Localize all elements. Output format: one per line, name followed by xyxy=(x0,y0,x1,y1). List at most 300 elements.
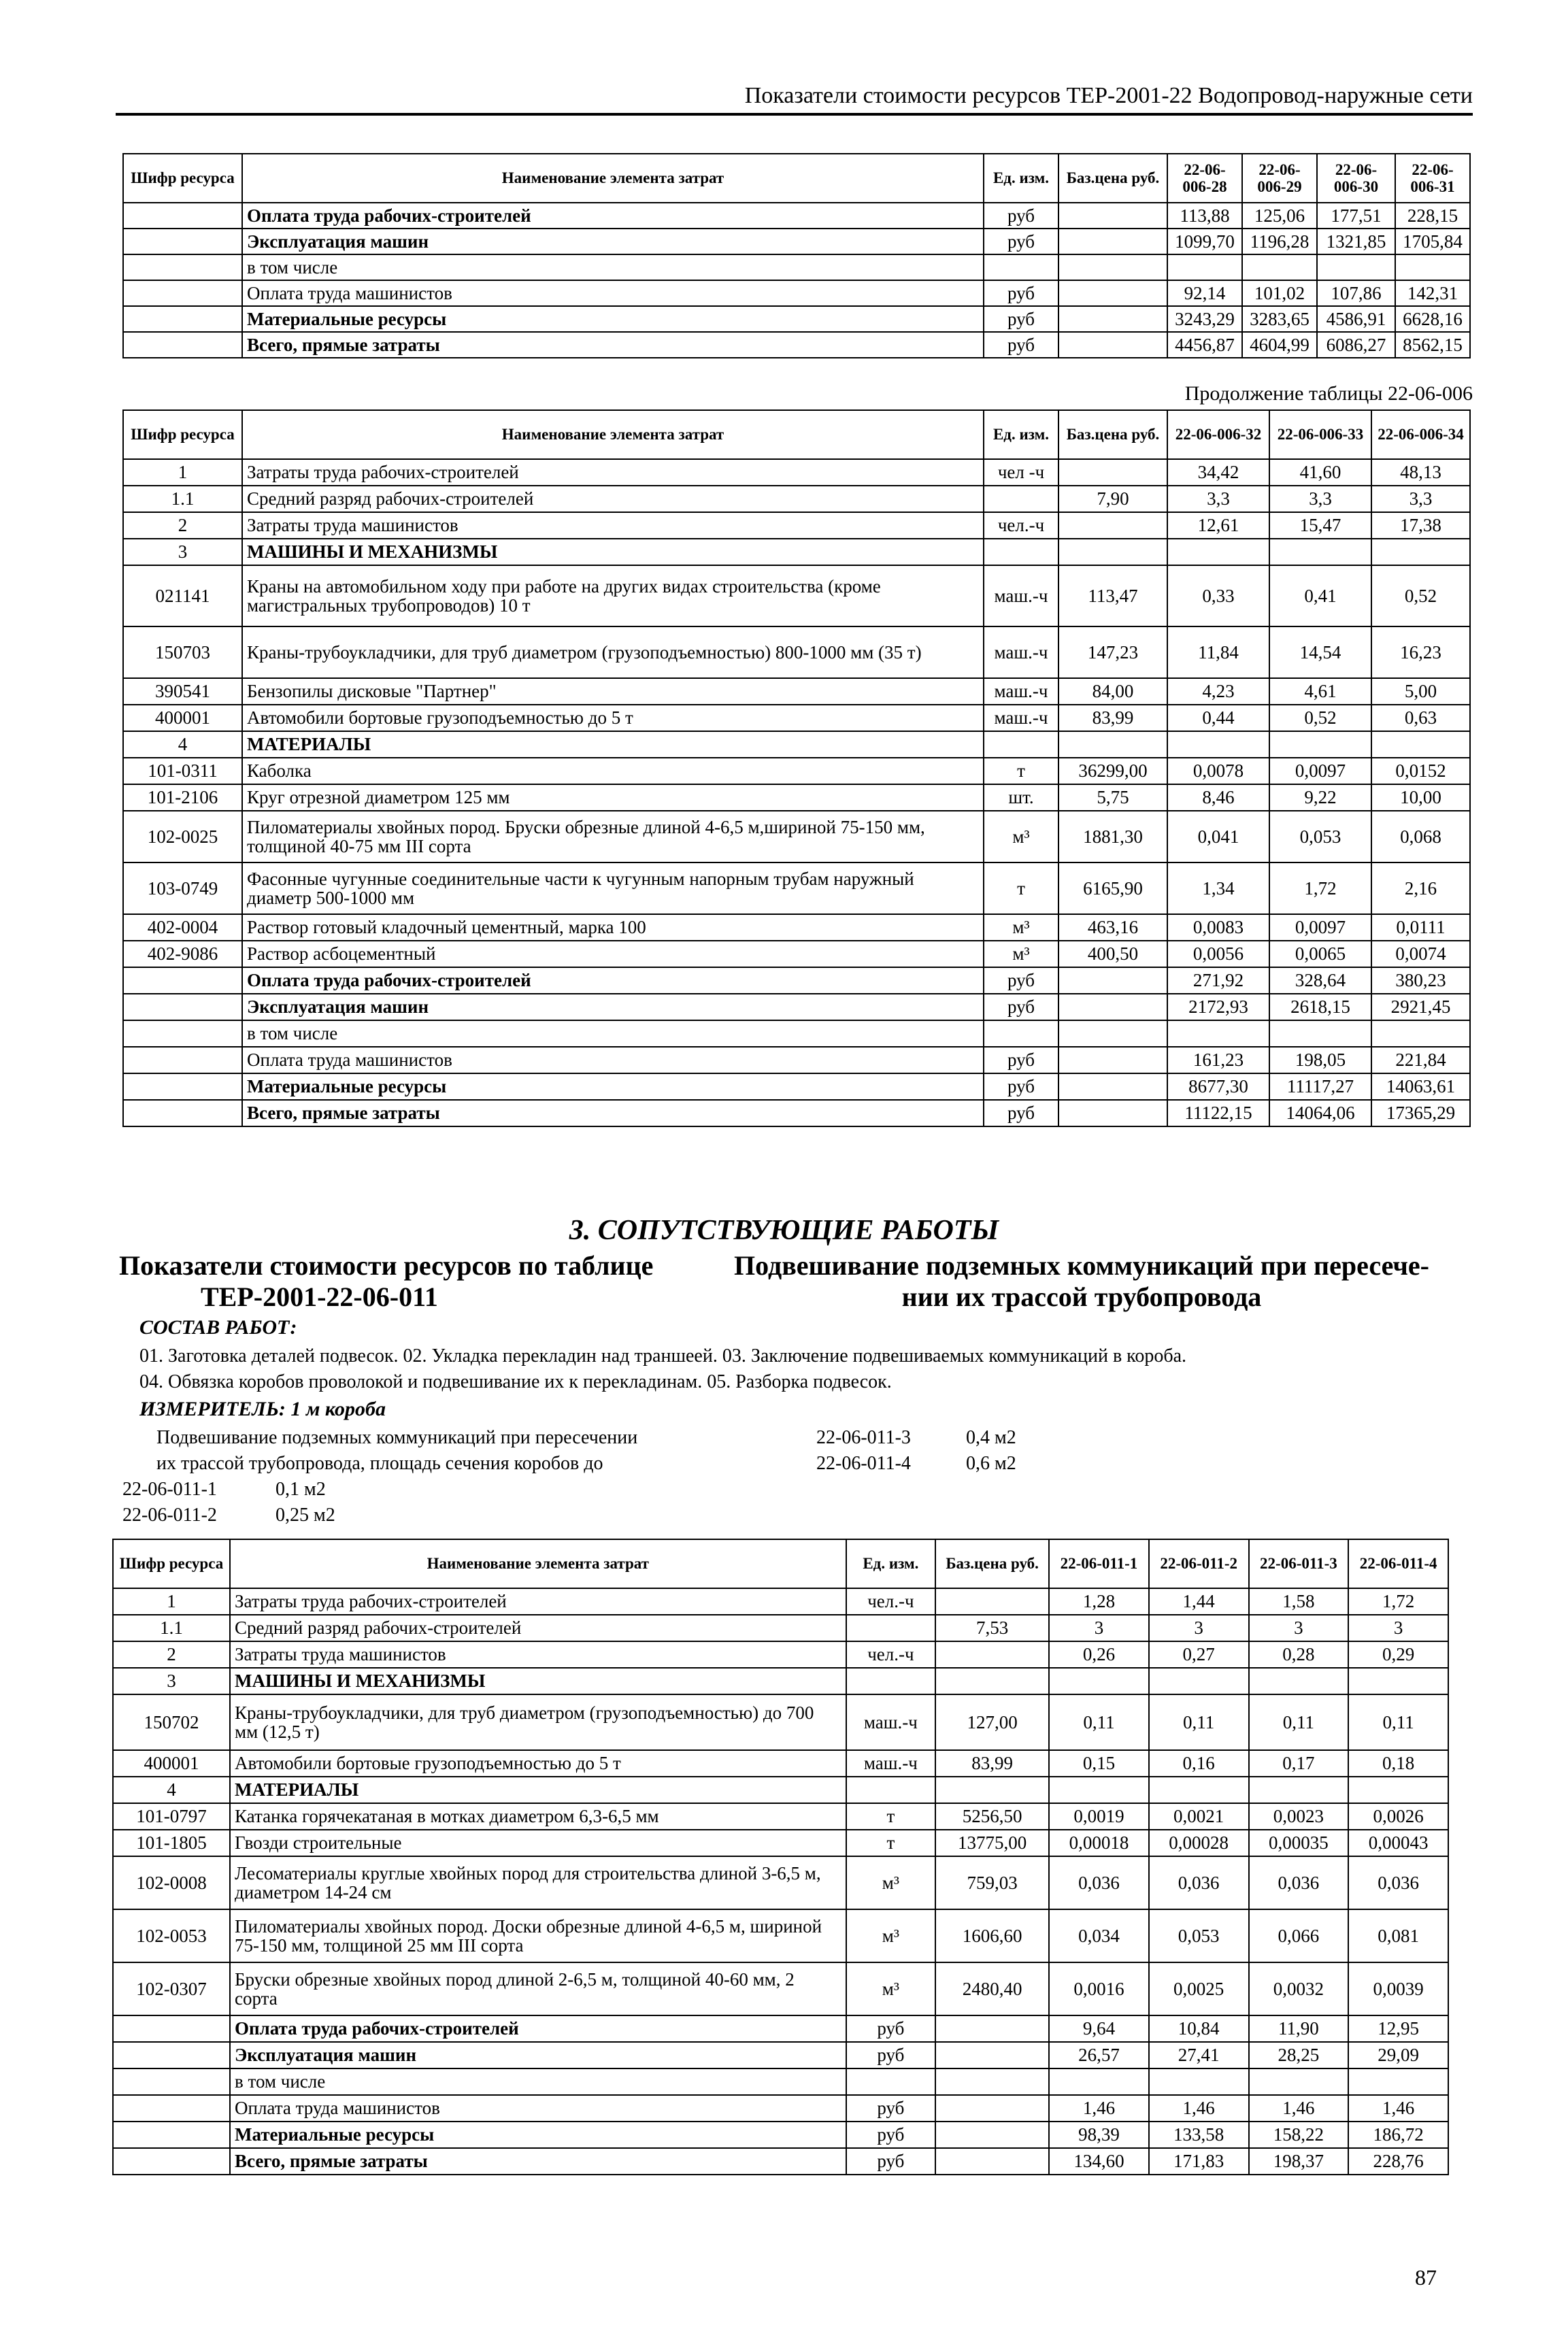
cell-price xyxy=(1058,280,1167,306)
table-row xyxy=(113,2042,1448,2068)
cell-price xyxy=(1058,994,1167,1020)
cell-name: Материальные ресурсы xyxy=(242,306,984,332)
cell-value: 158,22 xyxy=(1249,2122,1349,2148)
cell-value: 0,00028 xyxy=(1149,1830,1249,1856)
cell-code: 390541 xyxy=(123,678,242,705)
table-row xyxy=(123,254,1470,280)
cell-name: Оплата труда рабочих-строителей xyxy=(230,2015,846,2042)
item-code-4: 22-06-011-4 xyxy=(816,1453,911,1474)
cell-value: 1,44 xyxy=(1149,1588,1249,1615)
cell-value: 1099,70 xyxy=(1167,229,1242,254)
table-row xyxy=(123,1047,1470,1073)
cell-price: 1881,30 xyxy=(1058,811,1167,862)
cell-value: 0,0152 xyxy=(1371,758,1470,784)
cell-value: 0,52 xyxy=(1371,565,1470,626)
cell-name: Всего, прямые затраты xyxy=(242,1100,984,1126)
cell-value xyxy=(1249,2068,1349,2095)
cell-value: 6086,27 xyxy=(1317,332,1395,358)
header-rate-code: 22-06-006-34 xyxy=(1371,410,1470,459)
cell-code: 402-9086 xyxy=(123,941,242,967)
header-unit: Ед. изм. xyxy=(846,1539,936,1588)
cell-name: Бензопилы дисковые "Партнер" xyxy=(242,678,984,705)
cell-code: 402-0004 xyxy=(123,914,242,941)
cell-code: 021141 xyxy=(123,565,242,626)
cell-value xyxy=(1149,1777,1249,1803)
cell-price xyxy=(1058,1047,1167,1073)
cell-value: 1705,84 xyxy=(1395,229,1470,254)
table-row xyxy=(123,459,1470,486)
cell-value: 3 xyxy=(1348,1615,1448,1641)
cell-value: 3 xyxy=(1049,1615,1149,1641)
cell-name: Средний разряд рабочих-строителей xyxy=(230,1615,846,1641)
cell-value: 0,053 xyxy=(1269,811,1371,862)
cell-value: 0,0025 xyxy=(1149,1962,1249,2015)
cell-code xyxy=(113,2015,230,2042)
cell-unit: маш.-ч xyxy=(984,678,1058,705)
cell-value: 8677,30 xyxy=(1167,1073,1269,1100)
cell-value: 0,068 xyxy=(1371,811,1470,862)
cell-value: 0,15 xyxy=(1049,1750,1149,1777)
item-code-3: 22-06-011-3 xyxy=(816,1427,911,1448)
cell-name: Катанка горячекатаная в мотках диаметром 6,3-6,5 мм xyxy=(230,1803,846,1830)
cell-value: 1,34 xyxy=(1167,862,1269,914)
header-rate-code: 22-06-011-2 xyxy=(1149,1539,1249,1588)
header-row xyxy=(123,410,1470,459)
cell-price: 83,99 xyxy=(1058,705,1167,731)
cell-value: 0,28 xyxy=(1249,1641,1349,1668)
cell-name: Всего, прямые затраты xyxy=(242,332,984,358)
cell-value xyxy=(1348,1668,1448,1694)
cell-price xyxy=(935,1588,1049,1615)
cell-price: 2480,40 xyxy=(935,1962,1049,2015)
cell-value xyxy=(1167,254,1242,280)
cell-value: 28,25 xyxy=(1249,2042,1349,2068)
header-name: Наименование элемента затрат xyxy=(242,410,984,459)
cell-price xyxy=(935,2068,1049,2095)
cell-value: 125,06 xyxy=(1242,203,1317,229)
cell-price xyxy=(935,1777,1049,1803)
indicator-left-line2: ТЕР-2001-22-06-011 xyxy=(201,1281,438,1312)
cell-value: 16,23 xyxy=(1371,626,1470,678)
cell-name: Краны на автомобильном ходу при работе на других видах строительства (кроме магистральных трубопроводов) 10 т xyxy=(242,565,984,626)
cell-code xyxy=(123,1020,242,1047)
cell-code: 4 xyxy=(123,731,242,758)
indicator-heading-left xyxy=(119,1250,653,1313)
cell-code xyxy=(113,2122,230,2148)
cell-unit: руб xyxy=(984,229,1058,254)
cell-code: 1 xyxy=(123,459,242,486)
cell-value xyxy=(1395,254,1470,280)
cell-value: 11,84 xyxy=(1167,626,1269,678)
cell-price xyxy=(935,2015,1049,2042)
cell-unit: руб xyxy=(846,2015,936,2042)
item-code-2: 22-06-011-2 xyxy=(122,1505,217,1526)
item-value-2: 0,25 м2 xyxy=(276,1505,335,1526)
cell-code: 101-0797 xyxy=(113,1803,230,1830)
cell-name: Круг отрезной диаметром 125 мм xyxy=(242,784,984,811)
table-row xyxy=(123,626,1470,678)
cell-name: Оплата труда машинистов xyxy=(242,280,984,306)
cell-value: 0,053 xyxy=(1149,1909,1249,1962)
table-row xyxy=(123,784,1470,811)
cell-price xyxy=(1058,229,1167,254)
cell-name: Всего, прямые затраты xyxy=(230,2148,846,2175)
header-rate-code: 22-06-006-30 xyxy=(1317,154,1395,203)
cell-name: МАШИНЫ И МЕХАНИЗМЫ xyxy=(230,1668,846,1694)
cell-value xyxy=(1371,539,1470,565)
cell-value: 8,46 xyxy=(1167,784,1269,811)
cell-name: в том числе xyxy=(230,2068,846,2095)
cell-value: 11117,27 xyxy=(1269,1073,1371,1100)
cell-value: 1,28 xyxy=(1049,1588,1149,1615)
cell-value xyxy=(1149,2068,1249,2095)
cell-value: 3,3 xyxy=(1167,486,1269,512)
cell-value: 1321,85 xyxy=(1317,229,1395,254)
cell-unit: руб xyxy=(984,1100,1058,1126)
cell-value: 14064,06 xyxy=(1269,1100,1371,1126)
header-code: Шифр ресурса xyxy=(123,154,242,203)
cell-name: Материальные ресурсы xyxy=(242,1073,984,1100)
cell-value xyxy=(1249,1777,1349,1803)
cell-value: 0,11 xyxy=(1049,1694,1149,1750)
table-row xyxy=(123,731,1470,758)
cell-name: Эксплуатация машин xyxy=(230,2042,846,2068)
cell-unit: т xyxy=(846,1830,936,1856)
table-row xyxy=(123,1020,1470,1047)
cell-value: 1,72 xyxy=(1269,862,1371,914)
cell-value: 12,61 xyxy=(1167,512,1269,539)
cell-unit: маш.-ч xyxy=(984,705,1058,731)
table-row xyxy=(123,758,1470,784)
cell-name: Бруски обрезные хвойных пород длиной 2-6,5 м, толщиной 40-60 мм, 2 сорта xyxy=(230,1962,846,2015)
indicator-left-line1: Показатели стоимости ресурсов по таблице xyxy=(119,1250,654,1281)
cell-value: 0,00043 xyxy=(1348,1830,1448,1856)
cell-value: 0,29 xyxy=(1348,1641,1448,1668)
cell-value: 48,13 xyxy=(1371,459,1470,486)
cell-price xyxy=(1058,1020,1167,1047)
header-rate-code: 22-06-006-28 xyxy=(1167,154,1242,203)
cell-unit: м³ xyxy=(984,811,1058,862)
cell-price: 400,50 xyxy=(1058,941,1167,967)
table-row xyxy=(113,1588,1448,1615)
cell-value: 1,46 xyxy=(1249,2095,1349,2122)
table-row xyxy=(123,280,1470,306)
cell-name: Средний разряд рабочих-строителей xyxy=(242,486,984,512)
cell-unit: чел.-ч xyxy=(984,512,1058,539)
cell-value: 0,036 xyxy=(1348,1856,1448,1909)
cell-code: 1 xyxy=(113,1588,230,1615)
cell-price: 13775,00 xyxy=(935,1830,1049,1856)
cell-code: 102-0025 xyxy=(123,811,242,862)
table-row xyxy=(113,1641,1448,1668)
cell-value: 14063,61 xyxy=(1371,1073,1470,1100)
cell-price xyxy=(935,2122,1049,2148)
cell-code: 4 xyxy=(113,1777,230,1803)
cell-code xyxy=(123,332,242,358)
cell-unit xyxy=(984,254,1058,280)
cell-value: 0,036 xyxy=(1049,1856,1149,1909)
cell-code: 102-0053 xyxy=(113,1909,230,1962)
cell-price: 113,47 xyxy=(1058,565,1167,626)
cell-name: Лесоматериалы круглые хвойных пород для строительства длиной 3-6,5 м, диаметром 14-24 см xyxy=(230,1856,846,1909)
section-title: 3. СОПУТСТВУЮЩИЕ РАБОТЫ xyxy=(569,1215,999,1246)
cell-value xyxy=(1167,731,1269,758)
cell-code: 1.1 xyxy=(123,486,242,512)
cell-value: 10,84 xyxy=(1149,2015,1249,2042)
cell-price xyxy=(935,2095,1049,2122)
table-row xyxy=(123,203,1470,229)
cell-name: Оплата труда машинистов xyxy=(242,1047,984,1073)
cell-price: 463,16 xyxy=(1058,914,1167,941)
cell-value: 113,88 xyxy=(1167,203,1242,229)
table-row xyxy=(113,1830,1448,1856)
cell-name: МАТЕРИАЛЫ xyxy=(242,731,984,758)
cell-price: 36299,00 xyxy=(1058,758,1167,784)
cell-value xyxy=(1269,539,1371,565)
cell-value: 0,036 xyxy=(1249,1856,1349,1909)
cell-unit: руб xyxy=(984,203,1058,229)
indicator-right-line2: нии их трассой трубопровода xyxy=(901,1281,1262,1312)
cell-value: 4,61 xyxy=(1269,678,1371,705)
cell-value: 2172,93 xyxy=(1167,994,1269,1020)
cell-price xyxy=(1058,1100,1167,1126)
cell-value: 0,081 xyxy=(1348,1909,1448,1962)
cell-value: 1,46 xyxy=(1149,2095,1249,2122)
cell-price xyxy=(1058,1073,1167,1100)
table-row xyxy=(123,811,1470,862)
cell-value: 1,58 xyxy=(1249,1588,1349,1615)
table-row xyxy=(123,565,1470,626)
table-row xyxy=(113,1694,1448,1750)
cell-value: 9,22 xyxy=(1269,784,1371,811)
cell-value: 34,42 xyxy=(1167,459,1269,486)
cell-value xyxy=(1317,254,1395,280)
cell-code: 150703 xyxy=(123,626,242,678)
cell-value: 41,60 xyxy=(1269,459,1371,486)
cell-value: 0,33 xyxy=(1167,565,1269,626)
cell-value: 15,47 xyxy=(1269,512,1371,539)
cell-value: 0,52 xyxy=(1269,705,1371,731)
cell-value: 10,00 xyxy=(1371,784,1470,811)
cell-value: 26,57 xyxy=(1049,2042,1149,2068)
cell-value xyxy=(1249,1668,1349,1694)
cell-value: 0,0056 xyxy=(1167,941,1269,967)
header-row xyxy=(113,1539,1448,1588)
header-rate-code: 22-06-011-1 xyxy=(1049,1539,1149,1588)
cell-unit: руб xyxy=(984,1073,1058,1100)
works-label: СОСТАВ РАБОТ: xyxy=(139,1316,297,1339)
cell-value: 3283,65 xyxy=(1242,306,1317,332)
cell-name: Затраты труда машинистов xyxy=(230,1641,846,1668)
cell-code xyxy=(113,2042,230,2068)
cell-price xyxy=(935,1668,1049,1694)
cell-price: 127,00 xyxy=(935,1694,1049,1750)
cell-value: 5,00 xyxy=(1371,678,1470,705)
cell-value: 3,3 xyxy=(1371,486,1470,512)
cell-value: 142,31 xyxy=(1395,280,1470,306)
table-row xyxy=(113,1777,1448,1803)
cell-price: 759,03 xyxy=(935,1856,1049,1909)
cell-price xyxy=(1058,539,1167,565)
cell-value: 17365,29 xyxy=(1371,1100,1470,1126)
table-row xyxy=(113,2015,1448,2042)
cell-value: 0,11 xyxy=(1348,1694,1448,1750)
cell-value xyxy=(1348,2068,1448,2095)
cell-value: 8562,15 xyxy=(1395,332,1470,358)
cell-value xyxy=(1049,2068,1149,2095)
cell-value: 0,63 xyxy=(1371,705,1470,731)
cell-name: Каболка xyxy=(242,758,984,784)
cell-price: 84,00 xyxy=(1058,678,1167,705)
cell-value: 107,86 xyxy=(1317,280,1395,306)
cell-unit: м³ xyxy=(846,1856,936,1909)
cell-value: 14,54 xyxy=(1269,626,1371,678)
table-row xyxy=(123,914,1470,941)
cell-value: 0,0023 xyxy=(1249,1803,1349,1830)
cost-table-22-06-006-part2 xyxy=(122,409,1471,1127)
cell-name: МАШИНЫ И МЕХАНИЗМЫ xyxy=(242,539,984,565)
running-header: Показатели стоимости ресурсов ТЕР-2001-22 Водопровод-наружные сети xyxy=(116,83,1473,116)
cell-price: 6165,90 xyxy=(1058,862,1167,914)
header-rate-code: 22-06-011-4 xyxy=(1348,1539,1448,1588)
cell-unit: м³ xyxy=(984,914,1058,941)
cell-value: 0,18 xyxy=(1348,1750,1448,1777)
cell-unit: руб xyxy=(984,332,1058,358)
cell-value: 0,0074 xyxy=(1371,941,1470,967)
cell-code xyxy=(123,229,242,254)
cell-unit: руб xyxy=(846,2148,936,2175)
cell-unit xyxy=(846,2068,936,2095)
cell-value: 11,90 xyxy=(1249,2015,1349,2042)
cell-unit xyxy=(984,731,1058,758)
cell-value: 1,72 xyxy=(1348,1588,1448,1615)
table-row xyxy=(123,332,1470,358)
cell-unit: м³ xyxy=(984,941,1058,967)
cell-value: 1,46 xyxy=(1049,2095,1149,2122)
cell-unit: чел.-ч xyxy=(846,1588,936,1615)
table-row xyxy=(113,1962,1448,2015)
cell-unit: чел.-ч xyxy=(846,1641,936,1668)
cell-code: 102-0008 xyxy=(113,1856,230,1909)
cell-value: 0,0016 xyxy=(1049,1962,1149,2015)
table-row xyxy=(123,941,1470,967)
cell-value: 3243,29 xyxy=(1167,306,1242,332)
cell-code xyxy=(123,1047,242,1073)
cell-name: Автомобили бортовые грузоподъемностью до 5 т xyxy=(242,705,984,731)
cell-name: Автомобили бортовые грузоподъемностью до 5 т xyxy=(230,1750,846,1777)
cell-code: 150702 xyxy=(113,1694,230,1750)
cell-price xyxy=(1058,967,1167,994)
cell-name: в том числе xyxy=(242,254,984,280)
table-row xyxy=(123,1073,1470,1100)
cell-name: Затраты труда рабочих-строителей xyxy=(242,459,984,486)
cell-value: 0,0111 xyxy=(1371,914,1470,941)
cell-value: 228,76 xyxy=(1348,2148,1448,2175)
cell-value: 177,51 xyxy=(1317,203,1395,229)
cell-value: 0,0078 xyxy=(1167,758,1269,784)
cell-value: 221,84 xyxy=(1371,1047,1470,1073)
cell-unit xyxy=(984,1020,1058,1047)
table-row xyxy=(113,1856,1448,1909)
table-continuation-note: Продолжение таблицы 22-06-006 xyxy=(1184,382,1473,405)
cell-value: 0,00018 xyxy=(1049,1830,1149,1856)
cell-unit: руб xyxy=(984,280,1058,306)
cell-value: 0,066 xyxy=(1249,1909,1349,1962)
cell-unit xyxy=(984,486,1058,512)
cell-value: 0,0019 xyxy=(1049,1803,1149,1830)
cell-value: 2,16 xyxy=(1371,862,1470,914)
header-rate-code: 22-06-006-29 xyxy=(1242,154,1317,203)
cell-price xyxy=(1058,254,1167,280)
cell-value: 0,11 xyxy=(1249,1694,1349,1750)
cell-code xyxy=(113,2148,230,2175)
cell-price xyxy=(935,2148,1049,2175)
cell-price xyxy=(935,1641,1049,1668)
cell-unit: руб xyxy=(846,2122,936,2148)
cell-value: 1196,28 xyxy=(1242,229,1317,254)
item-value-3: 0,4 м2 xyxy=(966,1427,1016,1448)
cell-value: 17,38 xyxy=(1371,512,1470,539)
cell-unit xyxy=(984,539,1058,565)
cell-code: 3 xyxy=(113,1668,230,1694)
cell-value: 27,41 xyxy=(1149,2042,1249,2068)
cell-value: 0,11 xyxy=(1149,1694,1249,1750)
cell-unit: т xyxy=(984,862,1058,914)
cell-code: 101-2106 xyxy=(123,784,242,811)
cell-unit: маш.-ч xyxy=(846,1694,936,1750)
cell-name: Затраты труда машинистов xyxy=(242,512,984,539)
cell-name: Материальные ресурсы xyxy=(230,2122,846,2148)
cell-value: 0,0021 xyxy=(1149,1803,1249,1830)
cell-unit: руб xyxy=(846,2042,936,2068)
cell-value: 0,27 xyxy=(1149,1641,1249,1668)
cell-price: 83,99 xyxy=(935,1750,1049,1777)
cell-value: 101,02 xyxy=(1242,280,1317,306)
cell-unit: руб xyxy=(984,967,1058,994)
meter-label: ИЗМЕРИТЕЛЬ: 1 м короба xyxy=(139,1398,386,1420)
cell-unit: руб xyxy=(984,1047,1058,1073)
cell-price xyxy=(1058,203,1167,229)
header-price: Баз.цена руб. xyxy=(1058,410,1167,459)
table-row xyxy=(113,2095,1448,2122)
cell-value: 0,00035 xyxy=(1249,1830,1349,1856)
cell-code xyxy=(113,2068,230,2095)
cell-value xyxy=(1269,1020,1371,1047)
cell-value: 198,37 xyxy=(1249,2148,1349,2175)
cell-name: Пиломатериалы хвойных пород. Доски обрезные длиной 4-6,5 м, шириной 75-150 мм, толщиной 25 мм III сорта xyxy=(230,1909,846,1962)
cell-value xyxy=(1149,1668,1249,1694)
cell-price: 5256,50 xyxy=(935,1803,1049,1830)
cell-unit: маш.-ч xyxy=(984,626,1058,678)
cell-value: 380,23 xyxy=(1371,967,1470,994)
cost-table-22-06-011 xyxy=(112,1539,1449,2175)
cell-value: 3 xyxy=(1249,1615,1349,1641)
cell-code: 103-0749 xyxy=(123,862,242,914)
cell-value: 0,0097 xyxy=(1269,914,1371,941)
cost-table-22-06-006-part1 xyxy=(122,153,1471,358)
header-code: Шифр ресурса xyxy=(113,1539,230,1588)
cell-price: 1606,60 xyxy=(935,1909,1049,1962)
cell-code xyxy=(123,967,242,994)
cell-value: 9,64 xyxy=(1049,2015,1149,2042)
cell-value xyxy=(1167,539,1269,565)
header-rate-code: 22-06-006-31 xyxy=(1395,154,1470,203)
table-row xyxy=(123,486,1470,512)
table-row xyxy=(123,705,1470,731)
header-code: Шифр ресурса xyxy=(123,410,242,459)
cell-value: 29,09 xyxy=(1348,2042,1448,2068)
table-row xyxy=(113,1750,1448,1777)
